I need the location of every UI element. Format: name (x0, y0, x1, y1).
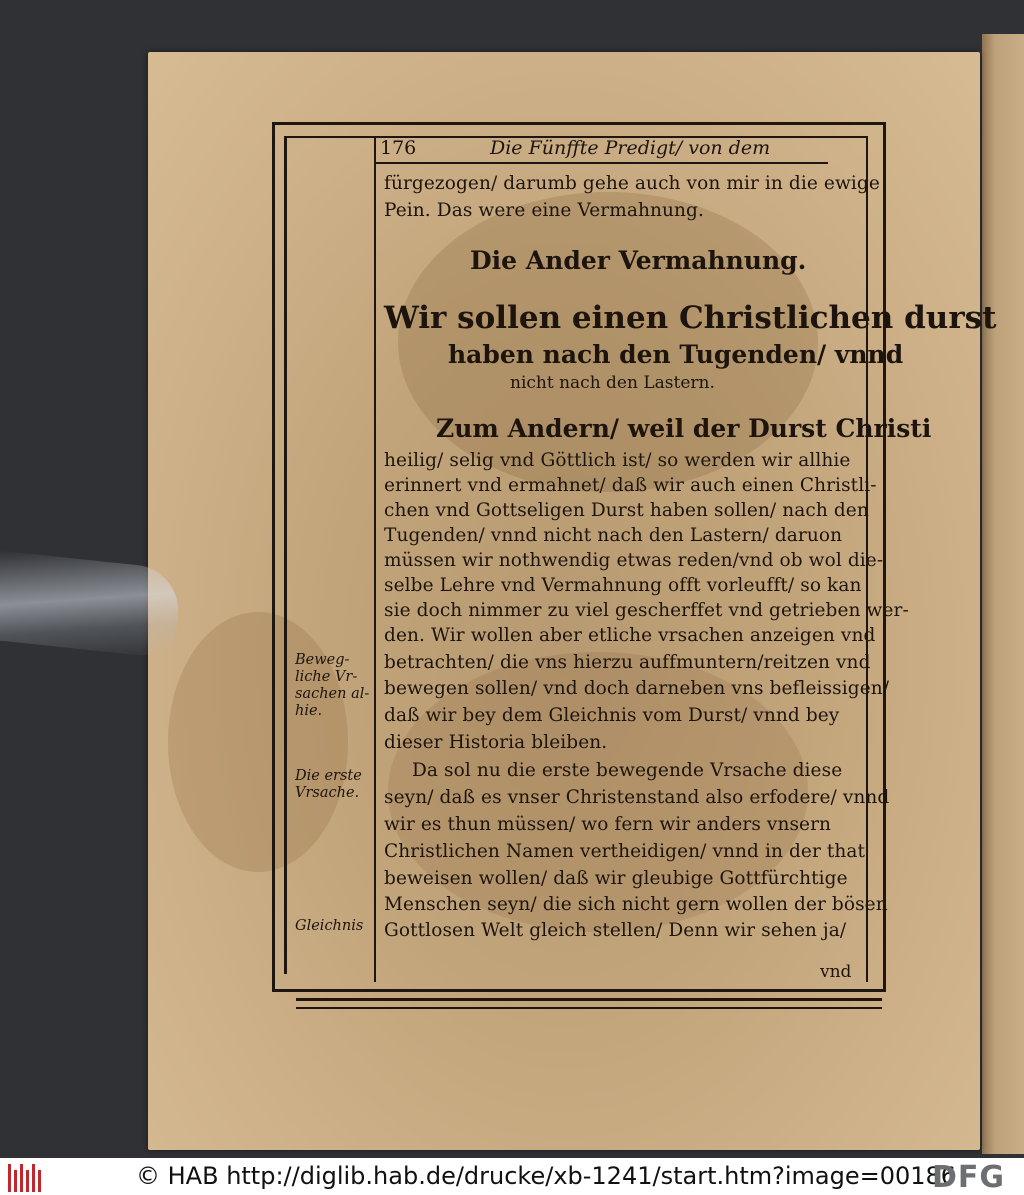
page-border-inner-left (284, 136, 287, 974)
text-line: bewegen sollen/ vnd doch darneben vns befleissigen/ (384, 678, 890, 699)
running-head: Die Fünffte Predigt/ von dem (490, 137, 771, 159)
margin-note: Beweg- liche Vr- sachen al- hie. (295, 652, 370, 719)
text-line: Menschen seyn/ die sich nicht gern wollen der bösen (384, 894, 888, 915)
text-line: wir es thun müssen/ wo fern wir anders vnsern (384, 814, 832, 835)
text-line: chen vnd Gottseligen Durst haben sollen/ nach den (384, 500, 869, 521)
text-line: dieser Historia bleiben. (384, 732, 608, 753)
adjacent-page-edge (982, 34, 1024, 1154)
margin-column-rule (374, 136, 376, 982)
text-line: beweisen wollen/ daß wir gleubige Gottfürchtige (384, 868, 848, 889)
title-line: nicht nach den Lastern. (510, 373, 715, 393)
text-line: selbe Lehre vnd Vermahnung offt vorleufft/ so kan (384, 575, 862, 596)
dfg-logo: DFG (932, 1160, 1006, 1195)
text-line: müssen wir nothwendig etwas reden/vnd ob wol die- (384, 550, 884, 571)
margin-note: Die erste Vrsache. (295, 768, 362, 801)
text-line: Christlichen Namen vertheidigen/ vnnd in der that (384, 841, 866, 862)
header-rule (374, 162, 828, 164)
text-line: Tugenden/ vnnd nicht nach den Lastern/ daruon (384, 525, 843, 546)
text-line: seyn/ daß es vnser Christenstand also erfodere/ vnnd (384, 787, 890, 808)
attribution-link[interactable]: © HAB http://diglib.hab.de/drucke/xb-1241/start.htm?image=00186 (136, 1162, 957, 1190)
text-line: den. Wir wollen aber etliche vrsachen anzeigen vnd (384, 625, 876, 646)
viewer-footer (0, 1158, 1024, 1195)
text-line: betrachten/ die vns hierzu auffmuntern/reitzen vnd (384, 652, 871, 673)
text-line: Pein. Das were eine Vermahnung. (384, 200, 704, 221)
text-line: fürgezogen/ darumb gehe auch von mir in die ewige (384, 173, 880, 194)
text-line: Gottlosen Welt gleich stellen/ Denn wir sehen ja/ (384, 920, 847, 941)
text-line: erinnert vnd ermahnet/ daß wir auch einen Christli- (384, 475, 877, 496)
catchword: vnd (820, 962, 852, 982)
paragraph-first-line: Zum Andern/ weil der Durst Christi (436, 414, 932, 443)
text-line: Da sol nu die erste bewegende Vrsache diese (412, 760, 843, 781)
hab-logo-icon (8, 1162, 46, 1192)
page-border-bottom (296, 998, 882, 1009)
page-number: 176 (380, 137, 417, 159)
title-line: haben nach den Tugenden/ vnnd (448, 340, 904, 369)
section-heading: Die Ander Vermahnung. (470, 246, 807, 275)
text-line: daß wir bey dem Gleichnis vom Durst/ vnnd bey (384, 705, 840, 726)
margin-note: Gleichnis (295, 918, 364, 934)
text-line: sie doch nimmer zu viel gescherffet vnd getrieben wer- (384, 600, 909, 621)
text-line: heilig/ selig vnd Göttlich ist/ so werden wir allhie (384, 450, 851, 471)
title-line: Wir sollen einen Christlichen durst (384, 300, 997, 336)
